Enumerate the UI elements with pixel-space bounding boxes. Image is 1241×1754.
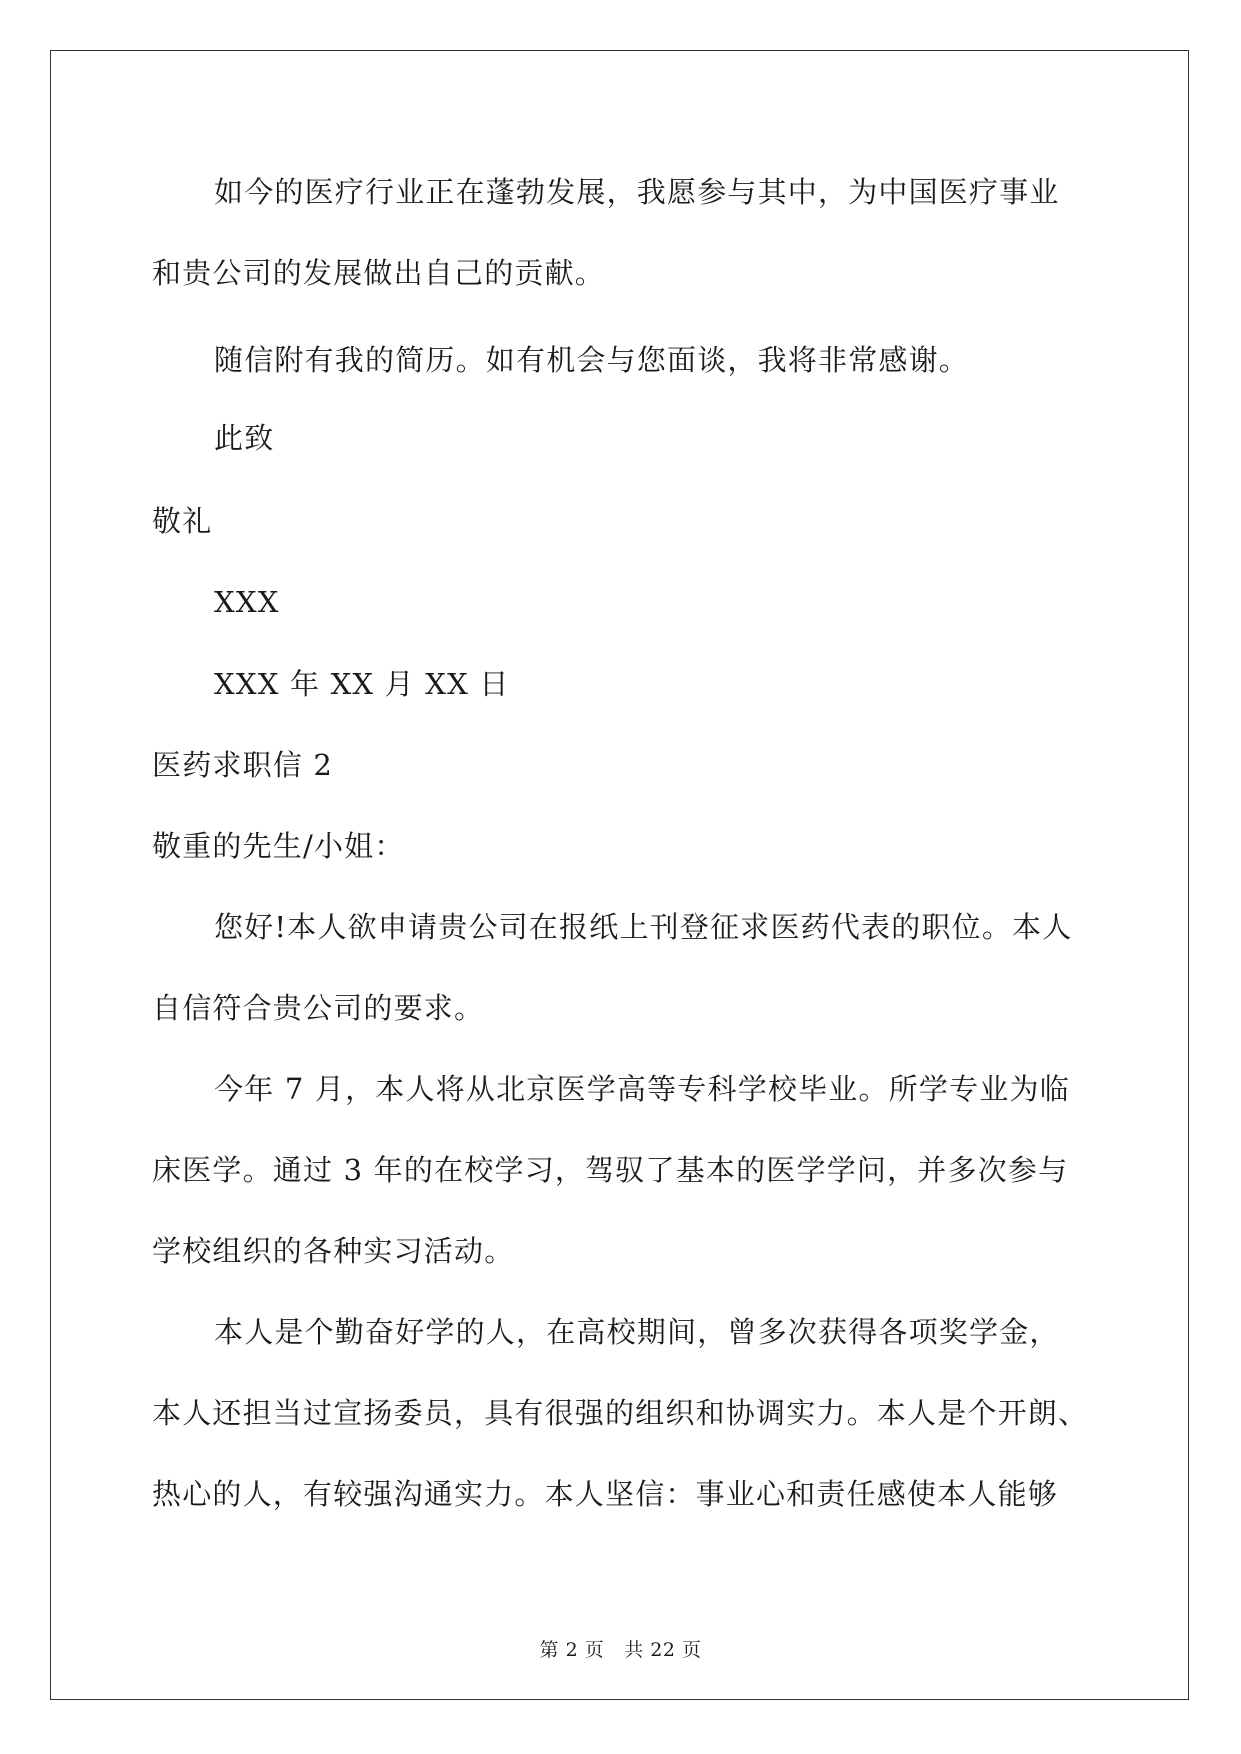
signature-name: XXX (214, 585, 280, 619)
closing-regards: 敬礼 (152, 504, 213, 538)
page-border (50, 50, 1189, 1700)
signature-date: XXX 年 XX 月 XX 日 (214, 667, 510, 701)
paragraph-line: 床医学。通过 3 年的在校学习，驾驭了基本的医学学问，并多次参与 (152, 1153, 1069, 1187)
section-title: 医药求职信 2 (152, 748, 334, 782)
paragraph-line: 随信附有我的简历。如有机会与您面谈，我将非常感谢。 (214, 343, 970, 377)
greeting: 敬重的先生/小姐： (152, 829, 405, 863)
paragraph-line: 本人是个勤奋好学的人，在高校期间，曾多次获得各项奖学金， (214, 1315, 1060, 1349)
closing-salutation: 此致 (214, 421, 275, 455)
paragraph-line: 和贵公司的发展做出自己的贡献。 (152, 256, 606, 290)
paragraph-line: 学校组织的各种实习活动。 (152, 1234, 515, 1268)
paragraph-line: 如今的医疗行业正在蓬勃发展，我愿参与其中，为中国医疗事业 (214, 175, 1060, 209)
paragraph-line: 您好!本人欲申请贵公司在报纸上刊登征求医药代表的职位。本人 (214, 910, 1073, 944)
paragraph-line: 自信符合贵公司的要求。 (152, 991, 485, 1025)
page-footer (0, 1638, 1241, 1662)
paragraph-line: 热心的人，有较强沟通实力。本人坚信：事业心和责任感使本人能够 (152, 1477, 1059, 1511)
paragraph-line: 本人还担当过宣扬委员，具有很强的组织和协调实力。本人是个开朗、 (152, 1396, 1089, 1430)
page-number: 第 2 页 (539, 1639, 605, 1661)
paragraph-line: 今年 7 月，本人将从北京医学高等专科学校毕业。所学专业为临 (214, 1072, 1070, 1106)
page-total: 共 22 页 (624, 1639, 702, 1661)
